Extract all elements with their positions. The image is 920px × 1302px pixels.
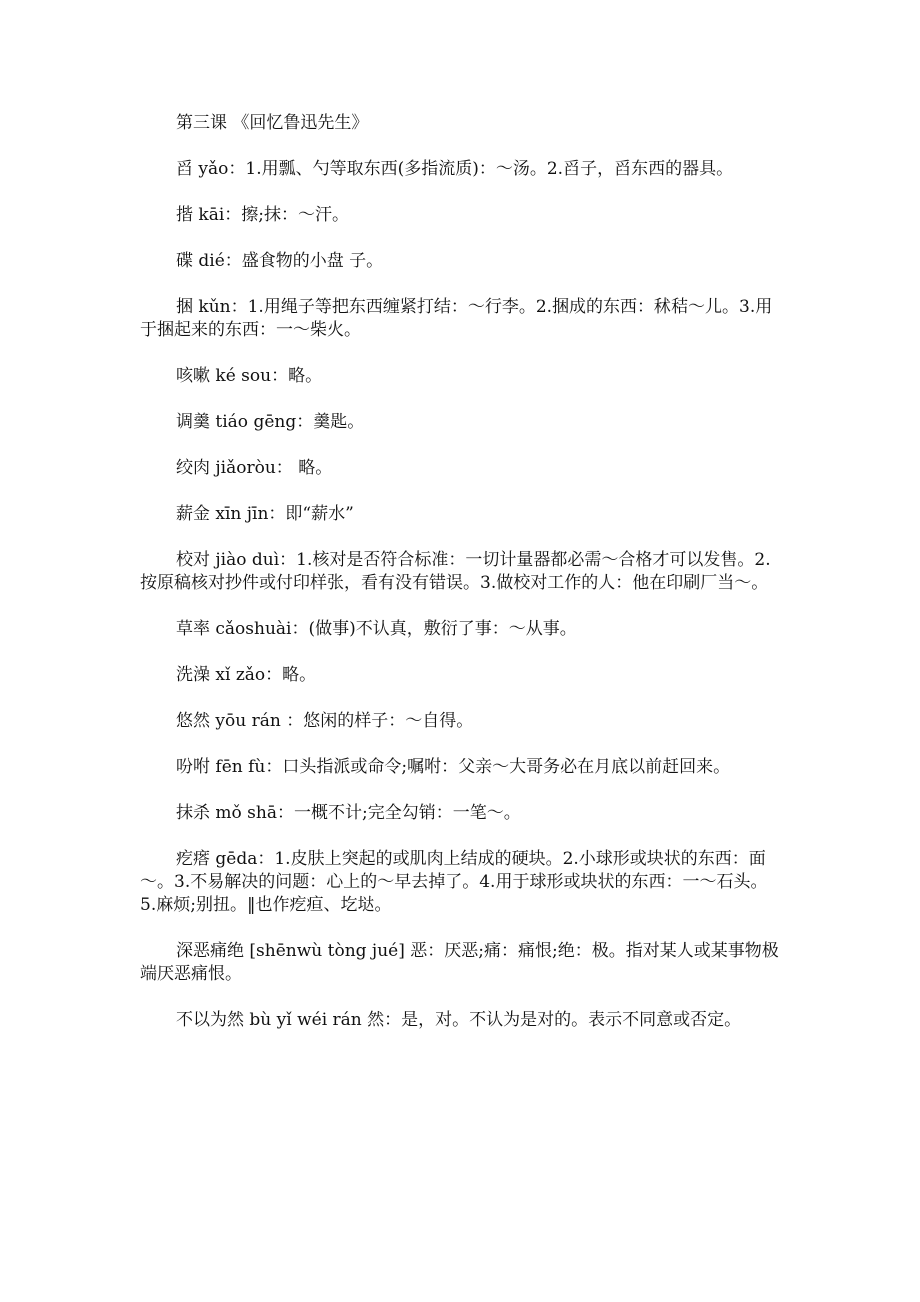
vocab-entry-tiaogeng: 调羹 tiáo gēng：羹匙。 — [176, 412, 365, 432]
vocab-entry-xizao: 洗澡 xǐ zǎo：略。 — [176, 665, 317, 685]
vocab-entry-kun: 捆 kǔn：1.用绳子等把东西缠紧打结：～行李。2.捆成的东西：秫秸～儿。3.用于捆起来的东西：一～柴火。 — [140, 297, 773, 340]
vocab-entry-kesou: 咳嗽 ké sou：略。 — [176, 366, 323, 386]
document-body — [140, 112, 782, 1055]
vocab-entry-youran: 悠然 yōu rán ：悠闲的样子：～自得。 — [176, 711, 474, 731]
vocab-entry-mosha: 抹杀 mǒ shā：一概不计;完全勾销：一笔～。 — [176, 803, 521, 823]
vocab-entry-caoshuai: 草率 cǎoshuài：(做事)不认真，敷衍了事：～从事。 — [176, 619, 577, 639]
vocab-entry-fenfu: 吩咐 fēn fù：口头指派或命令;嘱咐：父亲～大哥务必在月底以前赶回来。 — [176, 757, 731, 777]
vocab-entry-die: 碟 dié：盛食物的小盘 子。 — [176, 251, 384, 271]
vocab-entry-jiaodui: 校对 jiào duì：1.核对是否符合标准：一切计量器都必需～合格才可以发售。2.按原稿核对抄件或付印样张，看有没有错误。3.做校对工作的人：他在印刷厂当～。 — [140, 550, 771, 593]
vocab-entry-xinjin: 薪金 xīn jīn：即“薪水” — [176, 504, 354, 524]
vocab-entry-geda: 疙瘩 gēda：1.皮肤上突起的或肌肉上结成的硬块。2.小球形或块状的东西：面～。3.不易解决的问题：心上的～早去掉了。4.用于球形或块状的东西：一～石头。5.麻烦;别扭。‖也作疙疸、圪垯。 — [140, 849, 768, 915]
vocab-entry-kai: 揩 kāi：擦;抹：～汗。 — [176, 205, 350, 225]
vocab-entry-shenwutongjue: 深恶痛绝 [shēnwù tòng jué] 恶：厌恶;痛：痛恨;绝：极。指对某人或某事物极端厌恶痛恨。 — [140, 941, 779, 984]
lesson-title: 第三课 《回忆鲁迅先生》 — [176, 113, 369, 133]
vocab-entry-jiaorou: 绞肉 jiǎoròu： 略。 — [176, 458, 333, 478]
vocab-entry-yao: 舀 yǎo：1.用瓢、勺等取东西(多指流质)：～汤。2.舀子，舀东西的器具。 — [176, 159, 734, 179]
vocab-entry-buyiweiran: 不以为然 bù yǐ wéi rán 然：是，对。不认为是对的。表示不同意或否定。 — [176, 1010, 742, 1030]
